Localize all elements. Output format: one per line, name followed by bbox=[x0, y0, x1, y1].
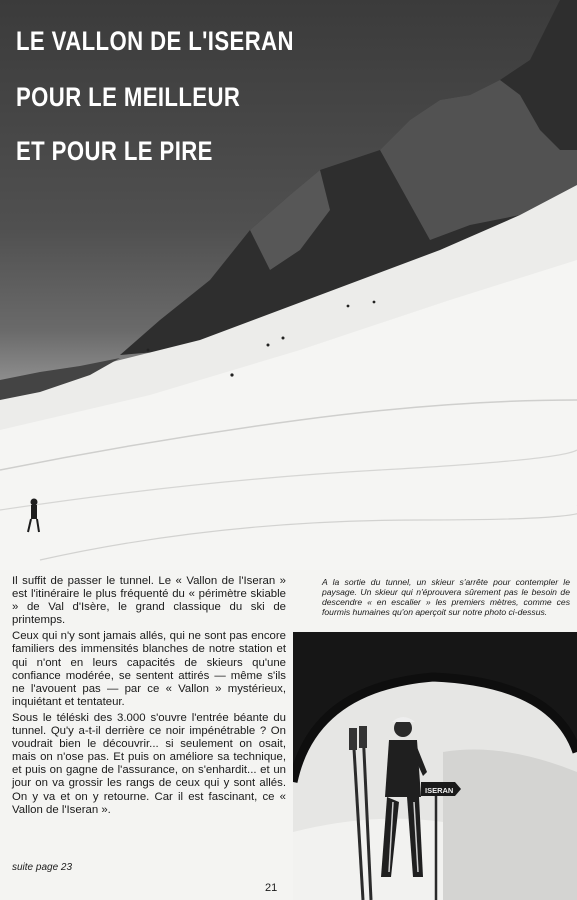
tunnel-skier-photo bbox=[293, 632, 577, 900]
paragraph-2: Ceux qui n'y sont jamais allés, qui ne sont pas encore familiers des immensités blanches de notre station et qui n'ont en leurs capacités de skieurs qu'une confiance modérée, se sentent attirés — même s'ils ne l'avouent pas — par ce « Vallon » mystérieux, inquiétant et tentateur. bbox=[12, 630, 286, 708]
paragraph-1: Il suffit de passer le tunnel. Le « Vallon de l'Iseran » est l'itinéraire le plus fréquenté du « périmètre skiable » de Val d'Isère, le grand classique du ski de printemps. bbox=[12, 575, 286, 627]
title-line-1: LE VALLON DE L'ISERAN bbox=[16, 26, 294, 56]
title-line-2: POUR LE MEILLEUR bbox=[16, 82, 241, 112]
photo-caption: A la sortie du tunnel, un skieur s'arrête pour contempler le paysage. Un skieur qui n'éprouvera sûrement pas le besoin de descendre « en escalier » les premiers mètres, comme ces fourmis humaines qu'on aperçoit sur notre photo ci-dessus. bbox=[322, 577, 570, 617]
title-line-3: ET POUR LE PIRE bbox=[16, 136, 213, 166]
article-body bbox=[12, 575, 286, 820]
page-number: 21 bbox=[265, 882, 278, 894]
tunnel-skier-image bbox=[293, 632, 577, 900]
sign-label: ISERAN bbox=[425, 786, 454, 795]
paragraph-3: Sous le téléski des 3.000 s'ouvre l'entrée béante du tunnel. Qu'y a-t-il derrière ce noir impénétrable ? On voudrait bien le découvrir... si seulement on osait, mais on n'ose pas. Et puis on améliore sa technique, et puis on gagne de l'assurance, on s'enhardit... et un jour on va grossir les rangs de ceux qui y sont allés. On y va et on y retourne. Car il est fascinant, ce « Vallon de l'Iseran ». bbox=[12, 711, 286, 816]
continued-note: suite page 23 bbox=[12, 862, 73, 873]
